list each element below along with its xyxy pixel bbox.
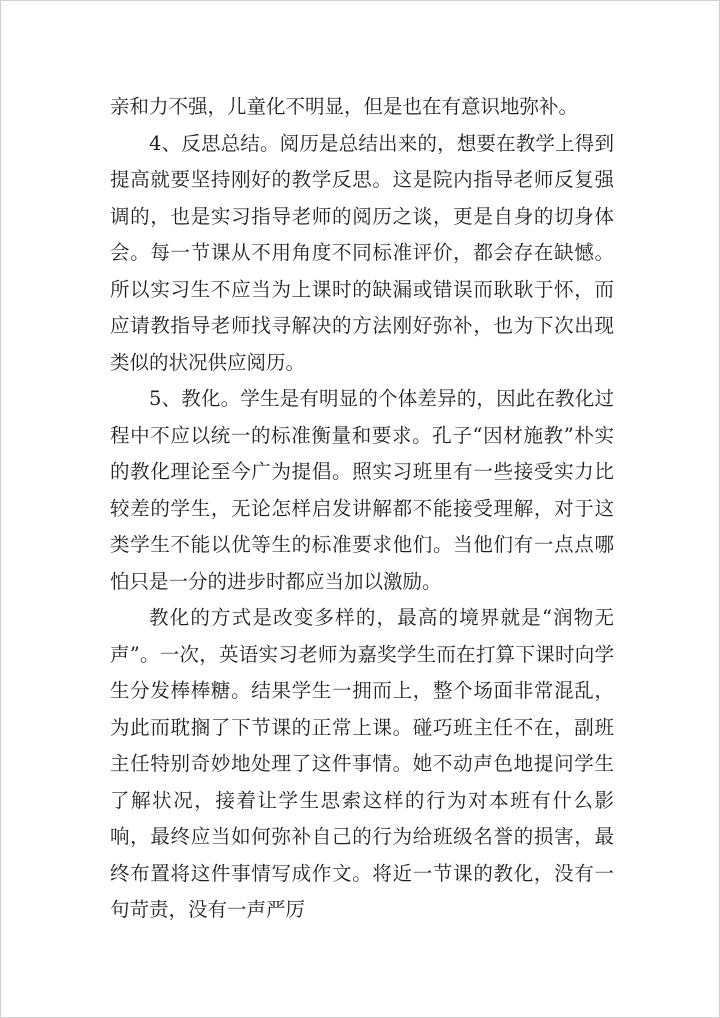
paragraph-reflection-summary: 4、反思总结。阅历是总结出来的，想要在教学上得到提高就要坚持刚好的教学反思。这是院内指导老师反复强调的，也是实习指导老师的阅历之谈，更是自身的切身体会。每一节课从不用角度不同标准评价，都会存在缺憾。所以实习生不应当为上课时的缺漏或错误而耿耿于怀，而应请教指导老师找寻解决的方法刚好弥补，也为下次出现类似的状况供应阅历。 <box>110 131 614 374</box>
paragraph-education: 5、教化。学生是有明显的个体差异的，因此在教化过程中不应以统一的标准衡量和要求。孔子“因材施教”朴实的教化理论至今广为提倡。照实习班里有一些接受实力比较差的学生，无论怎样启发讲解都不能接受理解，对于这类学生不能以优等生的标准要求他们。当他们有一点点哪怕只是一分的进步时都应当加以激励。 <box>110 387 614 593</box>
paragraph-continuation: 亲和力不强，儿童化不明显，但是也在有意识地弥补。 <box>110 95 579 118</box>
paragraph-education-methods: 教化的方式是改变多样的，最高的境界就是“润物无声”。一次，英语实习老师为嘉奖学生而在打算下课时向学生分发棒棒糖。结果学生一拥而上，整个场面非常混乱，为此而耽搁了下节课的正常上课。碰巧班主任不在，副班主任特别奇妙地处理了这件事情。她不动声色地提问学生了解状况，接着让学生思索这样的行为对本班有什么影响，最终应当如何弥补自己的行为给班级名誉的损害，最终布置将这件事情写成作文。将近一节课的教化，没有一句苛责，没有一声严厉 <box>110 606 614 921</box>
document-body <box>110 89 614 929</box>
